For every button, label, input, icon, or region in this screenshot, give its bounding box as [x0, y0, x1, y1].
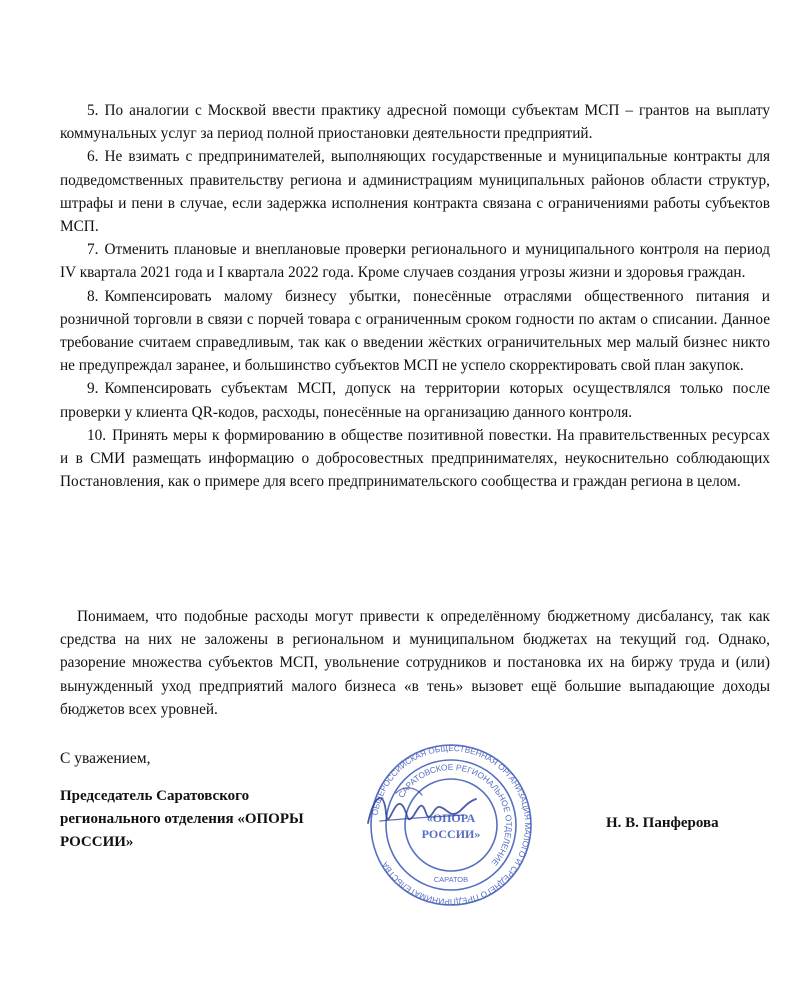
list-item [60, 424, 770, 494]
list-item [60, 238, 770, 284]
list-item [60, 145, 770, 238]
handwritten-signature [360, 775, 480, 845]
list-item [60, 285, 770, 378]
regards-line: С уважением, [60, 750, 151, 767]
item-number: 8. [87, 287, 99, 305]
item-number: 5. [87, 102, 99, 119]
item-number: 9. [87, 380, 99, 398]
stamp-inner-textpath: САРАТОВСКОЕ РЕГИОНАЛЬНОЕ ОТДЕЛЕНИЕ [395, 761, 515, 868]
item-text: Компенсировать субъектам МСП, допуск на территории которых осуществлялся только после проверки у клиента QR-кодов, расходы, понесённые на организацию данного контроля. [60, 380, 770, 421]
item-text: Компенсировать малому бизнесу убытки, понесённые отраслями общественного питания и розничной торговли в связи с порчей товара с ограниченным сроком годности по актам о списании. Данное требование считаем справедливым, так как о введении жёстких ограничительных мер малый бизнес никто не предупреждал заранее, и большинство субъектов МСП не успело скорректировать свой план закупок. [60, 287, 770, 375]
item-text: Не взимать с предпринимателей, выполняющих государственные и муниципальные контракты для подведомственных правительству региона и администрациям муниципальных районов области структур, штрафы и пени в случае, если задержка исполнения контракта связана с ограничениями работы субъектов МСП. [60, 148, 770, 236]
list-item [60, 99, 770, 145]
stamp-city: САРАТОВ [433, 875, 469, 884]
stamp-center-line2: РОССИИ» [421, 827, 481, 841]
item-text: Принять меры к формированию в обществе позитивной повестки. На правительственных ресурсах и в СМИ размещать информацию о добросовестных предпринимателях, неукоснительно соблюдающих Постановления, как о примере для всего предпринимательского сообщества и граждан региона в целом. [60, 426, 770, 491]
item-number: 10. [87, 426, 107, 444]
item-number: 7. [87, 241, 99, 259]
list-item [60, 377, 770, 423]
signatory-position: Председатель Саратовского регионального отделения «ОПОРЫ РОССИИ» [60, 788, 304, 850]
item-text: Отменить плановые и внеплановые проверки регионального и муниципального контроля на период IV квартала 2021 года и I квартала 2022 года. Кроме случаев создания угрозы жизни и здоровья граждан. [60, 241, 770, 282]
item-number: 6. [87, 148, 99, 166]
stamp-outer-textpath: ОБЩЕРОССИЙСКАЯ ОБЩЕСТВЕННАЯ ОРГАНИЗАЦИЯ МАЛОГО И СРЕДНЕГО ПРЕДПРИНИМАТЕЛЬСТВА [370, 743, 533, 907]
signatory-name: Н. В. Панферова [606, 815, 719, 831]
item-text: По аналогии с Москвой ввести практику адресной помощи субъектам МСП – грантов на выплату коммунальных услуг за период полной приостановки деятельности предприятий. [60, 102, 770, 143]
stamp-center-line1: «ОПОРА [426, 811, 476, 825]
closing-paragraph: Понимаем, что подобные расходы могут привести к определённому бюджетному дисбалансу, так как средства на них не заложены в региональном и муниципальном бюджетах на текущий год. Однако, разорение множества субъектов МСП, увольнение сотрудников и постановка их на биржу труда и (или) вынужденный уход предприятий малого бизнеса «в тень» вызовет ещё большие выпадающие доходы бюджетов всех уровней. [60, 608, 770, 718]
proposal-list [60, 99, 770, 493]
